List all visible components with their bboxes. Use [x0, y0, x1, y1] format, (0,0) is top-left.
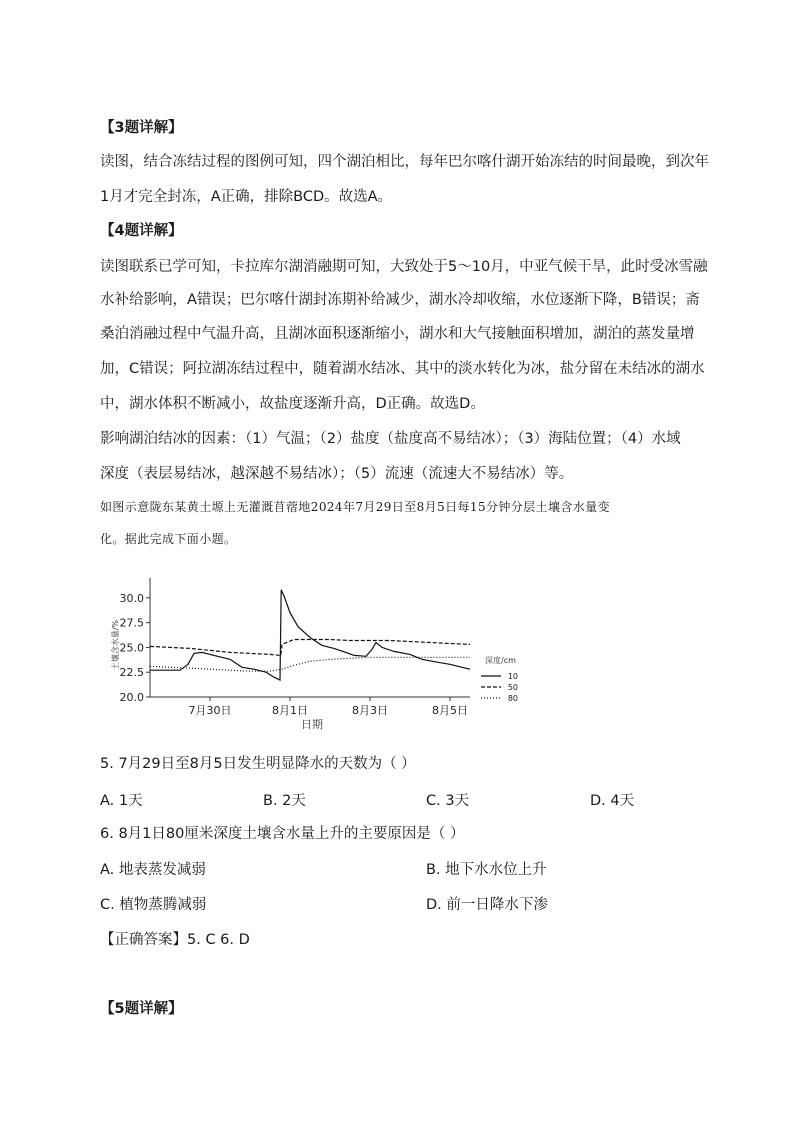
y-tick-label: 20.0: [119, 691, 144, 704]
paragraph-line: 深度（表层易结冰，越深越不易结冰）；（5）流速（流速大不易结冰）等。: [100, 466, 574, 482]
paragraph-line: 读图，结合冻结过程的图例可知，四个湖泊相比，每年巴尔喀什湖开始冻结的时间最晚，到次年: [100, 154, 709, 170]
x-tick-label: 8月3日: [352, 704, 388, 717]
y-tick-label: 27.5: [119, 616, 144, 630]
legend-label-10: 10: [507, 672, 518, 681]
q5-option-d: D. 4天: [590, 793, 635, 809]
legend-label-50: 50: [507, 683, 518, 692]
q6-option-a: A. 地表蒸发减弱: [100, 862, 206, 878]
paragraph-line: 水补给影响，A错误；巴尔喀什湖封冻期补给减少，湖水冷却收缩，水位逐渐下降，B错误；斋: [100, 292, 700, 308]
x-tick-label: 8月1日: [272, 704, 308, 717]
correct-answer: 【正确答案】5. C 6. D: [100, 932, 250, 948]
paragraph-line: 加，C错误；阿拉湖冻结过程中，随着湖水结冰、其中的淡水转化为冰，盐分留在未结冰的湖水: [100, 361, 705, 377]
x-ticks: [189, 697, 469, 717]
paragraph-line: 影响湖泊结冰的因素：（1）气温；（2）盐度（盐度高不易结冰）；（3）海陆位置；（4）水域: [100, 431, 681, 447]
question-5-stem: 5. 7月29日至8月5日发生明显降水的天数为（ ）: [100, 756, 416, 772]
series-line-10cm: [150, 590, 470, 680]
q5-option-a: A. 1天: [100, 793, 143, 809]
x-tick-label: 7月30日: [188, 704, 232, 717]
x-tick-label: 8月5日: [432, 704, 468, 717]
legend-label-80: 80: [507, 694, 518, 703]
y-axis-label: 土壤含水量/%: [111, 619, 120, 671]
section-heading-3: 【3题详解】: [100, 120, 183, 136]
paragraph-line: 桑泊消融过程中气温升高，且湖冰面积逐渐缩小，湖水和大气接触面积增加，湖泊的蒸发量增: [100, 326, 695, 342]
q6-option-b: B. 地下水水位上升: [426, 862, 547, 878]
y-tick-label: 25.0: [119, 641, 144, 655]
legend-title: 深度/cm: [485, 656, 516, 665]
x-axis-label: 日期: [301, 718, 323, 731]
paragraph-line: 1月才完全封冻，A正确，排除BCD。故选A。: [100, 189, 393, 205]
question-intro-line: 如图示意陇东某黄土塬上无灌溉苜蓿地2024年7月29日至8月5日每15分钟分层土壤含水量变: [100, 500, 610, 514]
y-tick-label: 30.0: [119, 591, 144, 605]
q6-option-d: D. 前一日降水下渗: [426, 897, 548, 913]
y-tick-label: 22.5: [119, 666, 144, 680]
y-ticks: [120, 592, 151, 704]
question-intro-line: 化。据此完成下面小题。: [100, 532, 237, 546]
question-6-stem: 6. 8月1日80厘米深度土壤含水量上升的主要原因是（ ）: [100, 826, 465, 842]
series-group: [150, 590, 470, 680]
q5-option-b: B. 2天: [263, 793, 306, 809]
section-heading-5: 【5题详解】: [100, 1001, 183, 1017]
q6-option-c: C. 植物蒸腾减弱: [100, 897, 207, 913]
paragraph-line: 中，湖水体积不断减小，故盐度逐渐升高，D正确。故选D。: [100, 396, 485, 412]
paragraph-line: 读图联系已学可知，卡拉库尔湖消融期可知，大致处于5～10月，中亚气候干旱，此时受冰雪融: [100, 259, 708, 275]
legend: [481, 655, 518, 703]
soil-moisture-chart: [100, 570, 520, 735]
q5-option-c: C. 3天: [426, 793, 470, 809]
section-heading-4: 【4题详解】: [100, 223, 183, 239]
